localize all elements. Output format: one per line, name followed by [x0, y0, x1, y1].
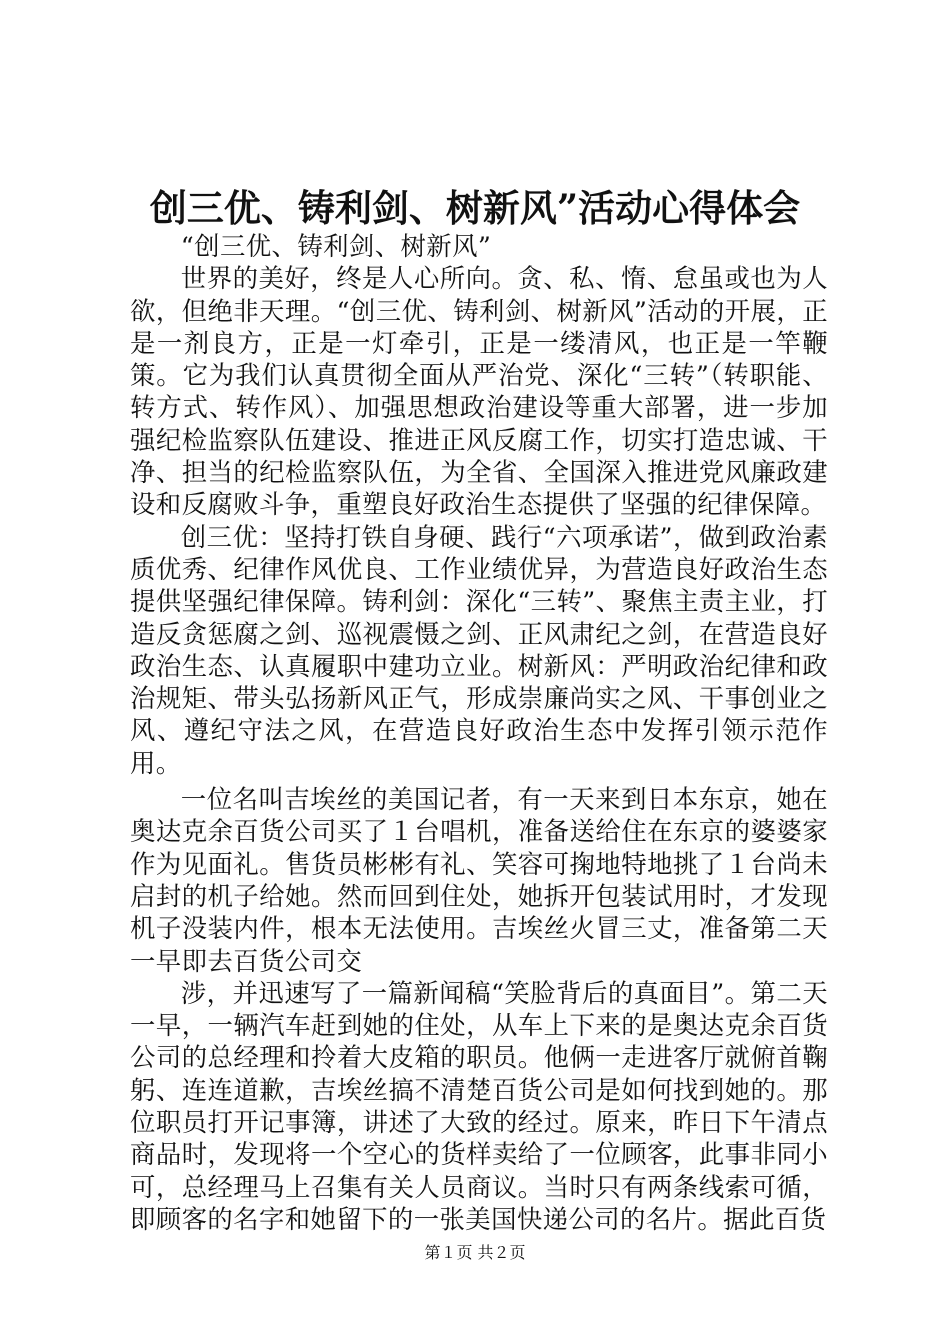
- paragraph-4: 涉，并迅速写了一篇新闻稿“笑脸背后的真面目”。第二天一早，一辆汽车赶到她的住处，从车上下来的是奥达克余百货公司的总经理和拎着大皮箱的职员。他俩一走进客厅就俯首鞠躬、连连道歉，吉埃丝搞不清楚百货公司是如何找到她的。那位职员打开记事簿，讲述了大致的经过。原来，昨日下午清点商品时，发现将一个空心的货样卖给了一位顾客，此事非同小可，总经理马上召集有关人员商议。当时只有两条线索可循，即顾客的名字和她留下的一张美国快递公司的名片。据此百货: [130, 977, 828, 1234]
- document-body: [130, 230, 828, 1235]
- page-footer: 第１页 共２页: [424, 1243, 526, 1262]
- document-title: 创三优、铸利剑、树新风”活动心得体会: [149, 186, 801, 230]
- paragraph-1: 世界的美好，终是人心所向。贪、私、惰、怠虽或也为人欲，但绝非天理。“创三优、铸利剑、树新风”活动的开展，正是一剂良方，正是一灯牵引，正是一缕清风，也正是一竿鞭策。它为我们认真贯彻全面从严治党、深化“三转”（转职能、转方式、转作风）、加强思想政治建设等重大部署，进一步加强纪检监察队伍建设、推进正风反腐工作，切实打造忠诚、干净、担当的纪检监察队伍，为全省、全国深入推进党风廉政建设和反腐败斗争，重塑良好政治生态提供了坚强的纪律保障。: [130, 263, 828, 520]
- paragraph-3: 一位名叫吉埃丝的美国记者，有一天来到日本东京，她在奥达克余百货公司买了１台唱机，准备送给住在东京的婆婆家作为见面礼。售货员彬彬有礼、笑容可掬地特地挑了１台尚未启封的机子给她。然而回到住处，她拆开包装试用时，才发现机子没装内件，根本无法使用。吉埃丝火冒三丈，准备第二天一早即去百货公司交: [130, 784, 828, 976]
- paragraph-subtitle: “创三优、铸利剑、树新风”: [180, 231, 492, 261]
- paragraph-2: 创三优：坚持打铁自身硬、践行“六项承诺”，做到政治素质优秀、纪律作风优良、工作业绩优异，为营造良好政治生态提供坚强纪律保障。铸利剑：深化“三转”、聚焦主责主业，打造反贪惩腐之剑、巡视震慑之剑、正风肃纪之剑，在营造良好政治生态、认真履职中建功立业。树新风：严明政治纪律和政治规矩、带头弘扬新风正气，形成崇廉尚实之风、干事创业之风、遵纪守法之风，在营造良好政治生态中发挥引领示范作用。: [130, 521, 828, 778]
